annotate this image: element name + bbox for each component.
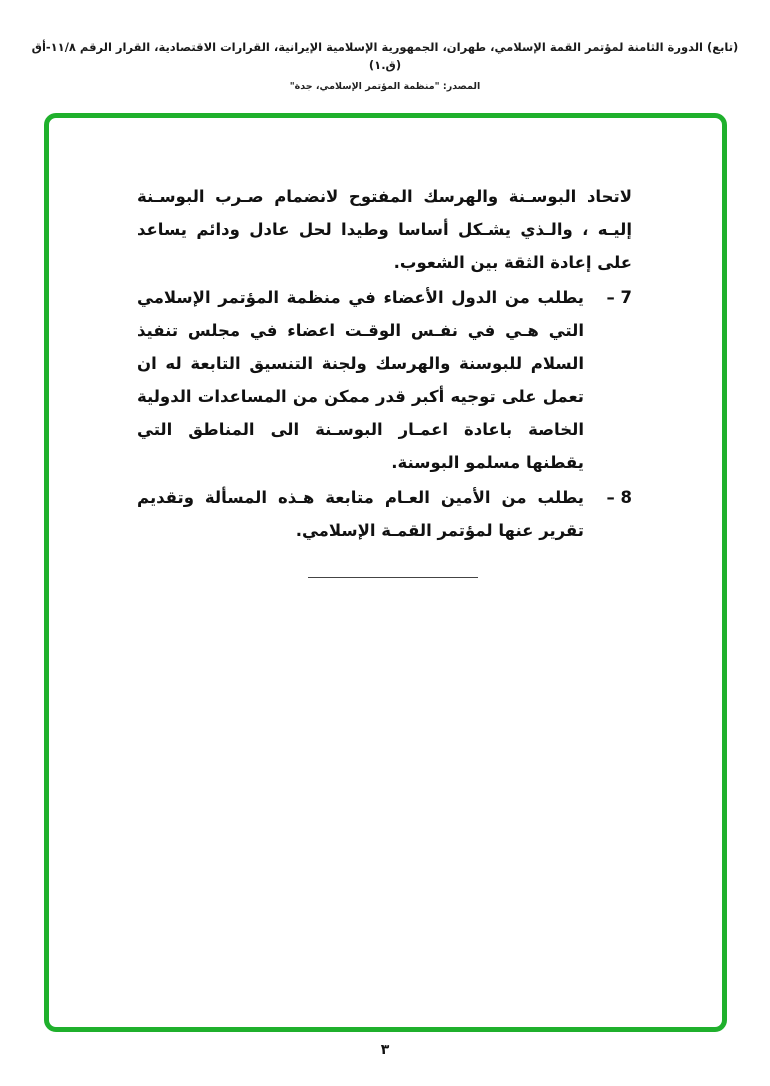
item-lead-word: يطلب bbox=[537, 288, 585, 307]
page-number: ٣ bbox=[380, 1042, 390, 1058]
item-number-dash: – bbox=[606, 288, 615, 307]
list-item-text bbox=[137, 281, 584, 479]
item-number-value: 8 bbox=[620, 488, 632, 507]
list-item-number bbox=[584, 281, 632, 479]
item-number-dash: – bbox=[606, 488, 615, 507]
item-lead-word: يطلب bbox=[537, 488, 584, 507]
list-item-8 bbox=[137, 481, 632, 547]
list-item-7 bbox=[137, 281, 632, 479]
document-header bbox=[0, 38, 770, 92]
content-frame bbox=[44, 113, 727, 1032]
item-body-text: من الأمين العـام متابعة هـذه المسألة وتقديم تقرير عنها لمؤتمر القمـة الإسلامي. bbox=[137, 488, 584, 540]
item-body-text: من الدول الأعضاء في منظمة المؤتمر الإسلامي التي هـي في نفـس الوقـت اعضاء في مجلس تنفيذ السلام للبوسنة والهرسك ولجنة التنسيق التابعة له ان تعمل على توجيه أكبر قدر ممكن من المساعدات الدولية الخاصة باعادة اعمـار البوسـنة الى المناطق التي يقطنها مسلمو البوسنة. bbox=[137, 288, 584, 472]
section-divider bbox=[308, 577, 478, 578]
list-item-number bbox=[584, 481, 632, 547]
item-number-value: 7 bbox=[620, 288, 632, 307]
intro-paragraph: لاتحاد البوسـنة والهرسك المفتوح لانضمام صـرب البوسـنة إليـه ، والـذي يشـكل أساسا وطيدا لحل عادل ودائم يساعد على إعادة الثقة بين الشعوب. bbox=[137, 187, 632, 272]
body-text-block bbox=[137, 180, 632, 578]
header-source-line: المصدر: "منظمة المؤتمر الإسلامي، جدة" bbox=[289, 80, 481, 92]
header-title-line: (تابع) الدورة الثامنة لمؤتمر القمة الإسلامي، طهران، الجمهورية الإسلامية الإيرانية، القرارات الاقتصادية، القرار الرقم ١١/٨-أق (ق.١) bbox=[31, 40, 739, 73]
list-item-text bbox=[137, 481, 584, 547]
